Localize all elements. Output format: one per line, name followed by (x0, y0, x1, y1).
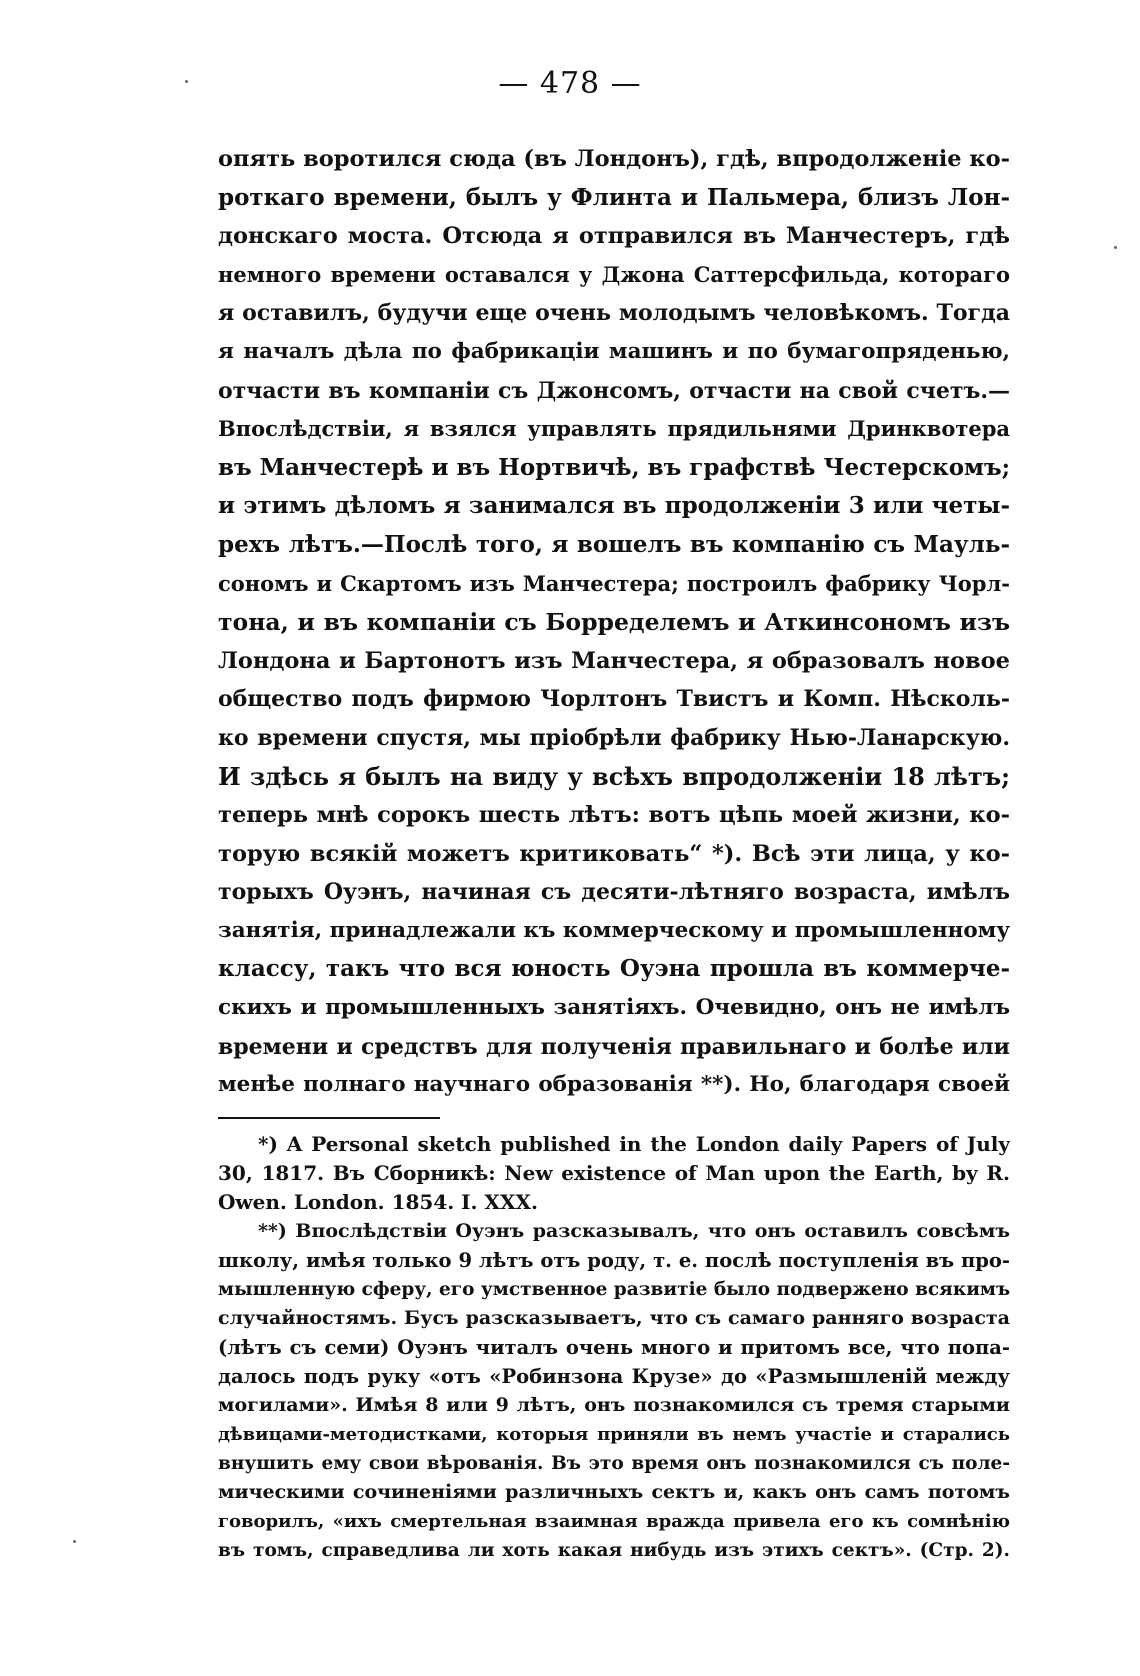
footnote-line: мышленную сферу, его умственное развитіе было подвержено всякимъ (218, 1279, 1010, 1300)
text-line: и этимъ дѣломъ я занимался въ продолженіи 3 или четы- (218, 492, 1010, 520)
text-line: занятія, принадлежали къ коммерческому и промышленному (218, 917, 1010, 943)
page-number: — 478 — (498, 66, 642, 101)
footnote-line: школу, имѣя только 9 лѣтъ отъ роду, т. е. послѣ поступленія въ про- (218, 1249, 1010, 1272)
text-line: торыхъ Оуэнъ, начиная съ десяти-лѣтняго возраста, имѣлъ (218, 879, 1010, 906)
text-line: времени и средствъ для полученія правильнаго и болѣе или (218, 1033, 1010, 1060)
text-line: немного времени оставался у Джона Саттерсфильда, котораго (218, 261, 1010, 287)
scan-speck (185, 80, 188, 83)
footnote-line: мическими сочиненіями различныхъ сектъ и, какъ онъ самъ потомъ (218, 1481, 1010, 1503)
footnote-line: *) A Personal sketch published in the London daily Papers of July (258, 1132, 1010, 1156)
footnote-line: **) Впослѣдствіи Оуэнъ разсказывалъ, что онъ оставилъ совсѣмъ (258, 1220, 1010, 1242)
scan-speck (1114, 246, 1117, 249)
text-line: донскаго моста. Отсюда я отправился въ Манчестеръ, гдѣ (218, 223, 1010, 250)
footnote-line: Owen. London. 1854. I. XXX. (218, 1190, 538, 1214)
text-line: скихъ и промышленныхъ занятіяхъ. Очевидно, онъ не имѣлъ (218, 995, 1010, 1021)
footnote-line: случайностямъ. Бусъ разсказываетъ, что съ самаго ранняго возраста (218, 1307, 1010, 1329)
footnote-line: далось подъ руку «отъ «Робинзона Крузе» до «Размышленій между (218, 1365, 1010, 1388)
footnote-line: дѣвицами-методистками, которыя приняли въ немъ участіе и старались (218, 1424, 1010, 1445)
text-line: теперь мнѣ сорокъ шесть лѣтъ: вотъ цѣпь моей жизни, ко- (218, 802, 1010, 829)
text-line: отчасти въ компаніи съ Джонсомъ, отчасти на свой счетъ.— (218, 377, 1010, 404)
text-line: рехъ лѣтъ.—Послѣ того, я вошелъ въ компанію съ Мауль- (218, 530, 1010, 558)
text-line: тона, и въ компаніи съ Борределемъ и Аткинсономъ изъ (218, 608, 1010, 637)
text-line: сономъ и Скартомъ изъ Манчестера; построилъ фабрику Чорл- (218, 570, 1010, 596)
text-line: ко времени спустя, мы пріобрѣли фабрику Нью-Ланарскую. (218, 724, 1010, 751)
text-line: опять воротился сюда (въ Лондонъ), гдѣ, впродолженіе ко- (218, 146, 1010, 172)
footnote-line: говорилъ, «ихъ смертельная взаимная вражда привела его къ сомнѣнію (218, 1511, 1010, 1532)
text-line: Лондона и Бартонотъ изъ Манчестера, я образовалъ новое (218, 647, 1010, 674)
footnote-line: могилами». Имѣя 8 или 9 лѣтъ, онъ познакомился съ тремя старыми (218, 1394, 1010, 1416)
text-line: И здѣсь я былъ на виду у всѣхъ впродолженіи 18 лѣтъ; (218, 761, 1010, 791)
footnote-separator (218, 1117, 440, 1119)
text-line: менѣе полнаго научнаго образованія **). Но, благодаря своей (218, 1072, 1010, 1098)
footnote-line: внушить ему свои вѣрованія. Въ это время онъ познакомился съ поле- (218, 1453, 1010, 1474)
main-text (218, 140, 1010, 1105)
scan-speck (73, 1540, 76, 1543)
footnote-line: въ томъ, справедлива ли хоть какая нибудь изъ этихъ сектъ». (Стр. 2). (218, 1540, 1010, 1561)
text-line: торую всякій можетъ критиковать“ *). Всѣ эти лица, у ко- (218, 840, 1010, 867)
text-line: я началъ дѣла по фабрикаціи машинъ и по бумагопряденью, (218, 338, 1010, 364)
text-line: я оставилъ, будучи еще очень молодымъ человѣкомъ. Тогда (218, 300, 1010, 327)
text-line: классу, такъ что вся юность Оуэна прошла въ коммерче- (218, 955, 1010, 983)
footnote-line: 30, 1817. Въ Сборникѣ: New existence of Man upon the Earth, by R. (218, 1161, 1010, 1185)
footnotes (218, 1130, 1010, 1565)
text-line: въ Манчестерѣ и въ Нортвичѣ, въ графствѣ Честерскомъ; (218, 453, 1010, 481)
footnote-line: (лѣтъ съ семи) Оуэнъ читалъ очень много и притомъ все, что попа- (218, 1336, 1010, 1359)
text-line: Впослѣдствіи, я взялся управлять прядильнями Дринквотера (218, 416, 1010, 442)
text-line: роткаго времени, былъ у Флинта и Пальмера, близъ Лон- (218, 183, 1010, 211)
text-line: общество подъ фирмою Чорлтонъ Твистъ и Комп. Нѣсколь- (218, 686, 1010, 713)
